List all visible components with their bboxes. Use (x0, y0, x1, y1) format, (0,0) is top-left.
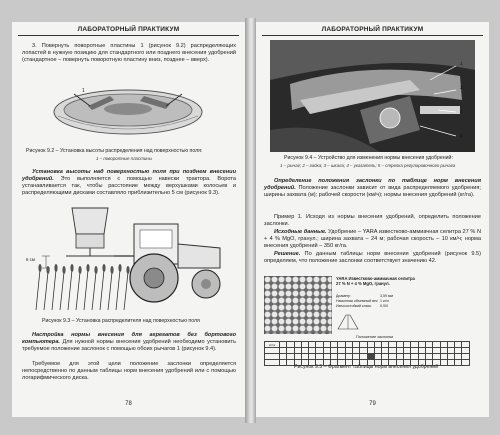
solution-text: По данным таблицы норм внесения удобрений (рисунок 9.5) определяем, что положение заслонки соответствует значению 42. (264, 251, 481, 265)
fig95-flap-header: Положение заслонки (356, 335, 394, 339)
fig95-title-2: 27 % N + 4 % MgO, гранул. (336, 281, 390, 286)
fig95-prop-1-value: 1 кг/л (380, 299, 389, 303)
fig94-legend: 1 – рычаг; 2 – гайка; 3 – шкала; 4 – указатель; 5 – стрелка регулировочного рычага (280, 163, 456, 168)
fig95-prop-0-value: 3,59 мм (380, 294, 393, 298)
figure-9-4-lever-photo (270, 40, 475, 152)
page-number-78: 78 (125, 401, 132, 407)
section-field-height-title: Установка высоты над поверхностью поля при позднем внесении удобрений. (22, 169, 236, 183)
paragraph-flap-position: Требуемое для этой цели положение заслонки определяется непосредственно по данным таблицы норм внесения удобрений или с помощью логарифмического диска. (22, 361, 236, 382)
section-field-height (22, 169, 236, 197)
page-79 (256, 22, 489, 417)
fig94-caption: Рисунок 9.4 – Устройство для изменения нормы внесения удобрений: (284, 155, 453, 161)
section-rate-setting (22, 332, 236, 353)
page-number-79: 79 (369, 401, 376, 407)
paragraph-step3: 3. Повернуть поворотные пластины 1 (рисунок 9.2) распределяющих лопастей в нужную позицию для стандартного или позднего внесения удобрений (стандартное – повернуть поворотную пластину вниз, позднее – вверх). (22, 43, 236, 64)
fig95-prop-1-key: Насыпная объемный вес (336, 299, 378, 303)
running-header: ЛАБОРАТОРНЫЙ ПРАКТИКУМ (321, 26, 424, 33)
fig95-spreader-diagram (336, 311, 360, 331)
section-flap-table (264, 178, 481, 199)
rate-table (264, 341, 470, 366)
header-rule (262, 35, 483, 36)
paragraph-example-1: Пример 1. Исходя из нормы внесения удобрений, определить положение заслонки. (264, 214, 481, 228)
fig93-caption: Рисунок 9.3 – Установка распределителя над поверхностью поля (42, 318, 200, 324)
figure-9-3-tractor-image (30, 204, 228, 314)
fig95-prop-2-key: Износостойкий класс (336, 304, 372, 308)
fig94-marker-1: 1 (460, 61, 463, 66)
section-rate-setting-text: Для нужной нормы внесения удобрений необходимо установить требуемое положение заслонок с помощью обоих рычагов 1 (рисунок 9.4). (22, 339, 236, 353)
section-flap-table-title: Определение положения заслонки по таблице норм внесения удобрений. (264, 178, 481, 192)
page-78 (12, 22, 245, 417)
fig92-legend: 1 – поворотные пластины (96, 156, 152, 161)
table-row: кг/га (265, 342, 470, 348)
solution-title: Решение. (274, 251, 301, 257)
fig95-title-1: YARA Известково-аммиачная селитра (336, 276, 415, 281)
fig94-marker-4: 4 (460, 133, 463, 138)
header-rule (18, 35, 239, 36)
paragraph-solution (264, 251, 481, 265)
paragraph-initial-data (264, 229, 481, 250)
section-rate-setting-title: Настройка нормы внесения для агрегатов без бортового компьютера. (22, 332, 236, 346)
running-header: ЛАБОРАТОРНЫЙ ПРАКТИКУМ (77, 26, 180, 33)
initial-data-text: Удобрение – YARA известково-аммиачная селитра 27 % N + 4 % MgO, гранул.; ширина захвата – 24 м; рабочая скорость – 10 км/ч; норма внесения удобрений – 350 кг/га. (264, 229, 481, 250)
fig95-prop-0-key: Диаметр (336, 294, 351, 298)
figure-9-2-disc-image (48, 76, 208, 146)
fig92-caption: Рисунок 9.2 – Установка высоты распределения над поверхностью поля: (26, 148, 203, 154)
fig93-label-5cm: 5 см (26, 257, 35, 262)
fig94-marker-2: 2 (460, 85, 463, 90)
fig94-marker-3: 3 (460, 109, 463, 114)
book-spine (245, 18, 256, 423)
initial-data-title: Исходные данные. (274, 229, 327, 235)
section-field-height-text: Это выполняется с помощью навески трактора. Ворота устанавливается так, чтобы расстояние между верхушками колосьев и распределяющими дисками составляло приблизительно 5 см (рисунок 9.3). (22, 176, 236, 197)
fig95-caption: Рисунок 9.5 – Фрагмент таблицы норм внесения удобрений (294, 364, 439, 370)
fig95-granules-image (264, 276, 332, 334)
fig95-prop-2-value: 0,9/0 (380, 304, 388, 308)
section-flap-table-text: Положение заслонки зависит от вида распределяемого удобрения; ширины захвата (м); рабочей скорости (км/ч); нормы внесения удобрений (кг/га). (264, 185, 481, 199)
fig92-marker: 1 (82, 88, 85, 94)
